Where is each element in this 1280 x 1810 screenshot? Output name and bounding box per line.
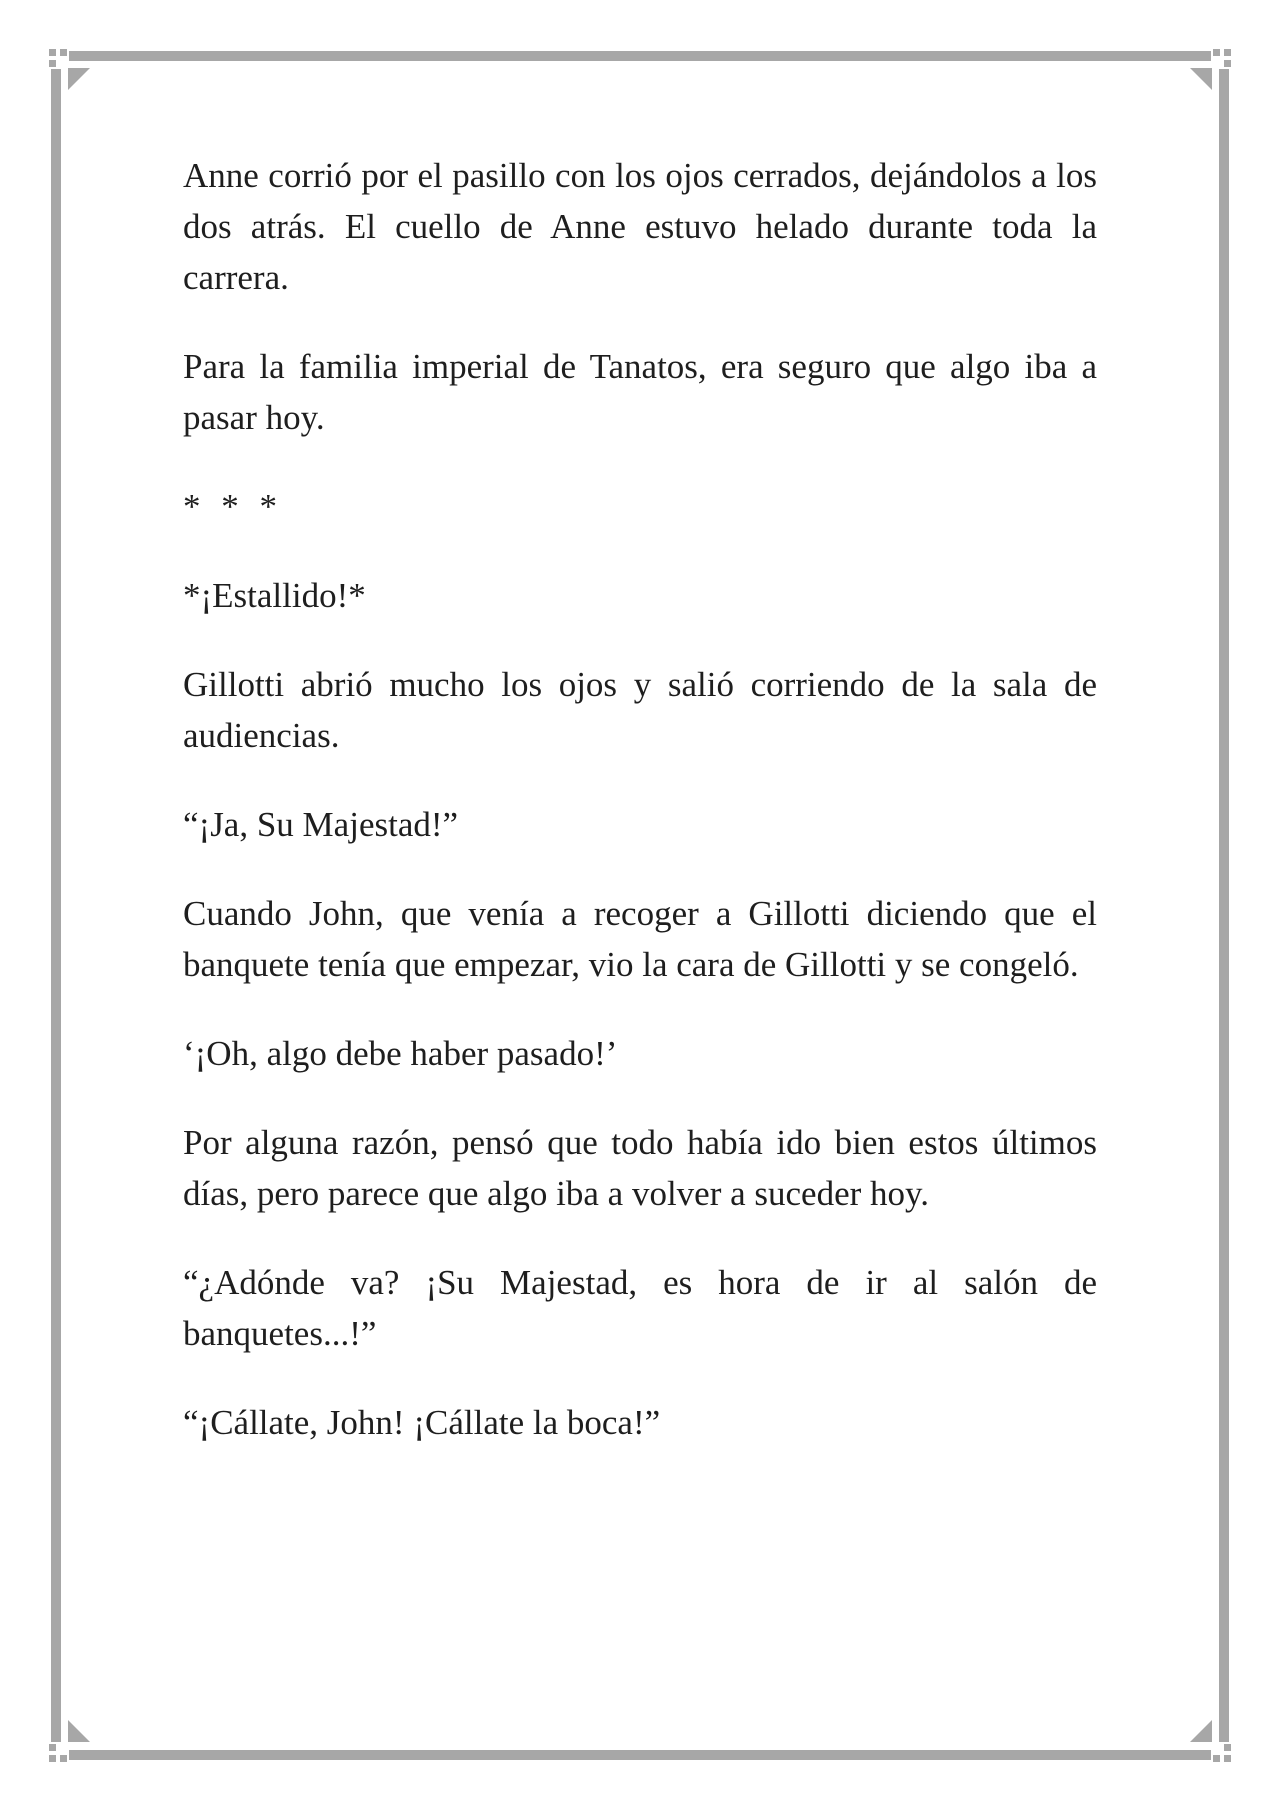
- paragraph: Anne corrió por el pasillo con los ojos cerrados, dejándolos a los dos atrás. El cuello de Anne estuvo helado durante toda la carrera.: [183, 156, 1097, 297]
- paragraph: “¡Cállate, John! ¡Cállate la boca!”: [183, 1403, 661, 1442]
- paragraph: “¿Adónde va? ¡Su Majestad, es hora de ir al salón de banquetes...!”: [183, 1263, 1097, 1353]
- corner-ornament-top-right: [1213, 49, 1231, 67]
- paragraph: Para la familia imperial de Tanatos, era seguro que algo iba a pasar hoy.: [183, 347, 1097, 437]
- corner-triangle-top-left: [68, 68, 90, 90]
- paragraph: Por alguna razón, pensó que todo había ido bien estos últimos días, pero parece que algo iba a volver a suceder hoy.: [183, 1123, 1097, 1213]
- border-bottom: [69, 1750, 1211, 1760]
- corner-triangle-top-right: [1190, 68, 1212, 90]
- corner-ornament-top-left: [49, 49, 67, 67]
- paragraph: *¡Estallido!*: [183, 576, 366, 615]
- border-left: [51, 69, 61, 1742]
- page-body: [183, 150, 1097, 1486]
- paragraph: Gillotti abrió mucho los ojos y salió corriendo de la sala de audiencias.: [183, 665, 1097, 755]
- corner-triangle-bottom-left: [68, 1720, 90, 1742]
- border-right: [1219, 69, 1229, 1742]
- corner-ornament-bottom-left: [49, 1744, 67, 1762]
- corner-triangle-bottom-right: [1190, 1720, 1212, 1742]
- paragraph: Cuando John, que venía a recoger a Gillotti diciendo que el banquete tenía que empezar, vio la cara de Gillotti y se congeló.: [183, 894, 1097, 984]
- scene-separator: * * *: [183, 487, 283, 526]
- paragraph: ‘¡Oh, algo debe haber pasado!’: [183, 1034, 618, 1073]
- paragraph: “¡Ja, Su Majestad!”: [183, 805, 459, 844]
- corner-ornament-bottom-right: [1213, 1744, 1231, 1762]
- border-top: [69, 51, 1211, 61]
